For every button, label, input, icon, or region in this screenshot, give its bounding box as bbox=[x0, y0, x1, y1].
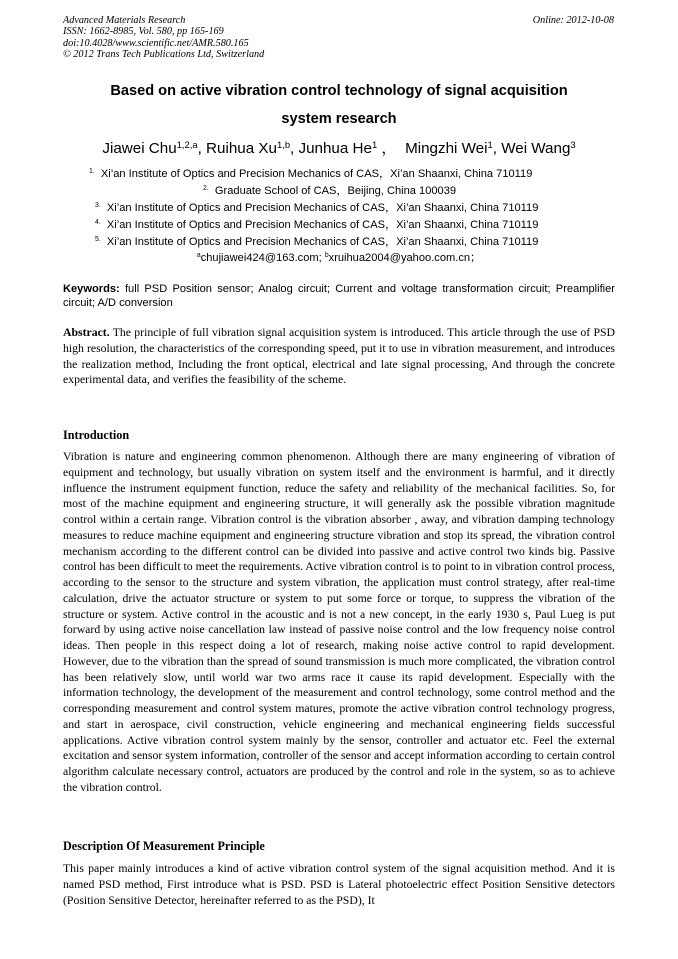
author-name: Ruihua Xu bbox=[206, 140, 277, 157]
affiliation-num: 3. bbox=[95, 202, 101, 210]
affiliation-2 bbox=[203, 183, 456, 201]
email-sup: a bbox=[196, 252, 201, 260]
journal-issn: ISSN: 1662-8985, Vol. 580, pp 165-169 bbox=[63, 26, 224, 38]
email-b: xruihua2004@yahoo.com.cn； bbox=[328, 252, 482, 264]
affiliation-text: Xi’an Institute of Optics and Precision Mechanics of CAS，Xi’an Shaanxi, China 710119 bbox=[106, 236, 539, 248]
paper-title bbox=[63, 77, 615, 133]
journal-header bbox=[63, 15, 264, 60]
title-line-1: Based on active vibration control technology of signal acquisition bbox=[110, 83, 568, 99]
affiliation-4 bbox=[95, 217, 538, 235]
affiliation-num: 5. bbox=[95, 236, 101, 244]
author-sep: , bbox=[197, 140, 207, 157]
abstract bbox=[63, 325, 615, 388]
affiliation-num: 2. bbox=[203, 185, 209, 193]
author-name: Wei Wang bbox=[501, 140, 571, 157]
title-line-2: system research bbox=[281, 111, 397, 127]
affiliation-text: Xi’an Institute of Optics and Precision Mechanics of CAS，Xi’an Shaanxi, China 710119 bbox=[106, 202, 539, 214]
affiliation-text: Graduate School of CAS，Beijing, China 100039 bbox=[214, 185, 457, 197]
author-sup: 1,2,a bbox=[176, 138, 198, 150]
author-sup: 1 bbox=[371, 138, 378, 150]
author-sep: , bbox=[492, 140, 502, 157]
journal-doi: doi:10.4028/www.scientific.net/AMR.580.165 bbox=[63, 37, 249, 49]
author-sep: , bbox=[290, 140, 299, 157]
keywords-text: full PSD Position sensor; Analog circuit; Current and voltage transformation circuit; Preamplifier circuit; A/D conversion bbox=[63, 283, 615, 309]
author-name: Junhua He bbox=[298, 140, 372, 157]
affiliation-num: 1. bbox=[89, 168, 95, 176]
journal-name: Advanced Materials Research bbox=[63, 15, 186, 26]
author-sep: ， bbox=[377, 140, 406, 157]
journal-copyright: © 2012 Trans Tech Publications Ltd, Switzerland bbox=[63, 48, 265, 60]
section-heading-measurement: Description Of Measurement Principle bbox=[63, 839, 265, 853]
author-name: Mingzhi Wei bbox=[405, 140, 488, 157]
measurement-text: This paper mainly introduces a kind of active vibration control system of the signal acquisition method. And it is named PSD method, First introduce what is PSD. PSD is Lateral photoelectric effect Position Sensitive detectors (Position Sensitive Detector, hereinafter referred to as the PSD), It bbox=[63, 862, 615, 907]
introduction-text: Vibration is nature and engineering common phenomenon. Although there are many engineering of vibration of equipment and technology, but usually vibration on system itself and the environment is harmful, and it directly influence the instrument equipment function, reduce the safety and reliability of the mechanical facilities. So, for most of the machine equipment and engineering structure, it will generally ask the possible vibration magnitude control within a certain range. Vibration control is the vibration absorber , away, and vibration damping technology measures to reduce machine equipment and engineering structure vibration and stop its spread, the vibration control mechanism according to the different control can be divided into passive and active control two kinds big. Passive control has been difficult to meet the requirements. Active vibration control is to point to in vibration control process, according to the sensor to the structure and system vibration, the application must control strategy, after real-time calculation, drive the actuator structure or system to put some force or torque, to suppress the vibration of the structure or system. Active control in the acoustic and is not a new concept, in the early 1930 s, Paul Lueg is put forward by using active noise cancellation law instead of passive noise control and the low frequency noise control ideas. Then people in this respect doing a lot of research, making noise active control to rapid development. However, due to the vibration than the spread of sound transmission is much more complicated, the vibration control has been relatively slow, until world war two arms race it cause its rapid development. Especially with the information technology, the development of the measurement and control technology, some control method and the corresponding measurement and control system matures, promote the active vibration control technology progress, and start in aerospace, civil construction, vehicle engineering and mechanical engineering fields successful applications. Active vibration control system mainly by the sensor, controller and actuator etc. Feel the external excitation and sensor system information, controller of the sensor and accept information according to certain control algorithm calculate necessary control, actuators are produced by the control and role in the system, so as to achieve the vibration control. bbox=[63, 450, 615, 794]
affiliation-num: 4. bbox=[95, 219, 101, 227]
author-emails bbox=[63, 249, 615, 265]
affiliation-text: Xi’an Institute of Optics and Precision Mechanics of CAS，Xi’an Shaanxi, China 710119 bbox=[100, 168, 533, 180]
keywords-label: Keywords: bbox=[63, 283, 120, 295]
keywords bbox=[63, 282, 615, 310]
section-heading-introduction: Introduction bbox=[63, 428, 130, 442]
online-date: Online: 2012-10-08 bbox=[532, 15, 614, 26]
author-sup: 3 bbox=[570, 138, 576, 150]
affiliation-1 bbox=[89, 166, 532, 184]
author-sup: 1,b bbox=[276, 138, 291, 150]
affiliation-3 bbox=[95, 200, 538, 218]
abstract-label: Abstract. bbox=[63, 326, 110, 339]
email-a: chujiawei424@163.com; bbox=[200, 252, 325, 264]
author-name: Jiawei Chu bbox=[102, 140, 177, 157]
author-list bbox=[63, 139, 615, 160]
author-sup: 1 bbox=[487, 138, 493, 150]
affiliation-text: Xi’an Institute of Optics and Precision Mechanics of CAS，Xi’an Shaanxi, China 710119 bbox=[106, 219, 539, 231]
email-sup: b bbox=[324, 252, 329, 260]
abstract-text: The principle of full vibration signal acquisition system is introduced. This article through the use of PSD high resolution, the characteristics of the corresponding speed, put it to use in vibration measurement, and introduces the realization method, Including the front optical, electrical and late signal processing, And through the concrete experimental data, and verifies the feasibility of the scheme. bbox=[63, 326, 615, 387]
